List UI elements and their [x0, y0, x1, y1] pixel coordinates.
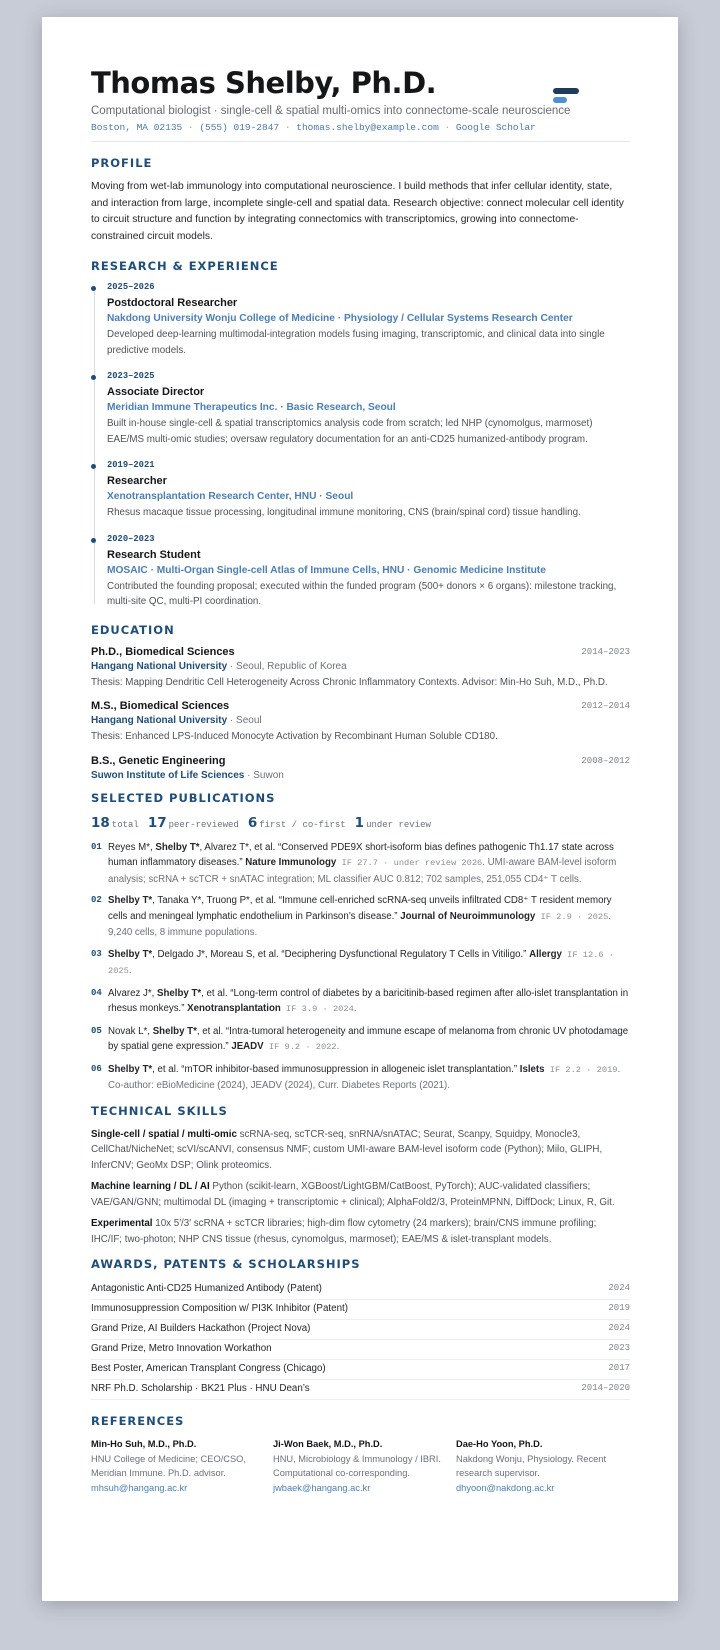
journal-name: Allergy — [529, 948, 562, 960]
publication-meta: IF 2.2 · 2019 — [544, 1064, 618, 1075]
publication-item — [91, 840, 630, 888]
stat-number: 6 — [247, 814, 258, 831]
institution-name: Suwon Institute of Life Sciences — [91, 769, 245, 781]
contact-location: Boston, MA 02135 — [91, 122, 183, 133]
experience-description: Built in-house single-cell & spatial transcriptomics analysis code from scratch; led NHP (cynomolgus, marmoset) EAE/MS multi-omic studies; oversaw regulatory documentation for an anti-CD25 humanized-antibody program. — [107, 418, 593, 445]
stat-label: total — [111, 819, 139, 830]
award-name: NRF Ph.D. Scholarship · BK21 Plus · HNU Dean’s — [91, 1383, 310, 1394]
experience-date: 2023–2025 — [107, 371, 155, 381]
references-list — [91, 1437, 630, 1497]
timeline-line — [94, 288, 95, 604]
institution-name: Hangang National University — [91, 660, 228, 672]
education-institution — [91, 770, 630, 781]
award-row — [91, 1360, 630, 1380]
education-institution — [91, 661, 630, 672]
experience-item — [107, 534, 630, 610]
experience-date: 2020–2023 — [107, 533, 155, 544]
education-list — [91, 646, 630, 781]
publication-meta: IF 9.2 · 2022 — [263, 1042, 337, 1052]
publication-stats — [91, 814, 630, 832]
experience-role: Research Student — [107, 548, 201, 561]
publication-title: , Alvarez T*, et al. “Conserved PDE9X short-isoform bias defines pathogenic Th1.17 state across human inflammatory diseases.” — [108, 841, 614, 868]
experience-org: MOSAIC · Multi-Organ Single-cell Atlas of Immune Cells, HNU · Genomic Medicine Institute — [107, 564, 546, 576]
publication-item — [91, 1062, 630, 1094]
stat-number: 1 — [354, 814, 365, 831]
education-item — [91, 646, 630, 691]
reference-name: Dae-Ho Yoon, Ph.D. — [456, 1439, 543, 1449]
journal-name: Journal of Neuroimmunology — [400, 910, 536, 922]
degree: Ph.D., Biomedical Sciences — [91, 645, 235, 658]
journal-name: Islets — [519, 1063, 545, 1075]
publication-item — [91, 893, 630, 941]
stat-number: 18 — [91, 814, 110, 831]
experience-org: Nakdong University Wonju College of Medicine · Physiology / Cellular Systems Research Center — [107, 313, 573, 324]
reference-description: Nakdong Wonju, Physiology. Recent research supervisor. — [456, 1453, 607, 1478]
publication-note: . — [353, 1003, 357, 1014]
publication-number: 03 — [91, 948, 102, 959]
authors-pre: Alvarez J*, — [108, 987, 157, 999]
skill-group — [91, 1216, 630, 1247]
skill-text: 10x 5′/3′ scRNA + scTCR libraries; high-dim flow cytometry (24 markers); brain/CNS immune profiling; IHC/IF; two-photon; NHP CNS tissue (rhesus, cynomolgus, marmoset); EAE/MS & islet-transplant models. — [91, 1218, 597, 1245]
experience-role: Associate Director — [107, 386, 205, 398]
experience-item — [107, 460, 630, 521]
experience-item — [107, 371, 630, 447]
award-year: 2017 — [608, 1363, 630, 1373]
publication-meta: IF 27.7 · under review 2026 — [336, 858, 483, 868]
publication-list — [91, 840, 630, 1094]
publication-meta: IF 3.9 · 2024 — [280, 1004, 354, 1014]
skill-text: scRNA-seq, scTCR-seq, snRNA/snATAC; Seurat, Scanpy, Squidpy, Monocle3, CellChat/NicheNet; scVI/scANVI, consensus NMF; custom UMI-aware BAM-level isoform code (Python); Milo, GLIPH, InferCNV; GeoMx DSP; Olink proteomics. — [91, 1128, 603, 1171]
timeline-dot — [91, 375, 96, 380]
institution-location: · Seoul — [227, 715, 262, 726]
reference-email-link[interactable]: jwbaek@hangang.ac.kr — [273, 1482, 371, 1493]
education-years: 2008–2012 — [581, 755, 630, 766]
experience-org: Meridian Immune Therapeutics Inc. · Basic Research, Seoul — [107, 402, 396, 413]
skill-group — [91, 1127, 630, 1174]
timeline-dot — [91, 538, 96, 543]
self-author: Shelby T* — [157, 987, 202, 999]
contact-line: Boston, MA 02135 · (555) 019-2847 · thomas.shelby@example.com · Google Scholar — [91, 122, 536, 133]
reference-card — [273, 1437, 441, 1495]
publication-title: , Tanaka Y*, Truong P*, et al. “Immune cell-enriched scRNA-seq unveils infiltrated CD8⁺ T resident memory cells and meningeal lymphatic endothelium in Parkinson’s disease.” — [108, 895, 612, 922]
profile-heading: PROFILE — [91, 156, 153, 170]
reference-card — [456, 1437, 624, 1495]
stat-label: first / co-first — [259, 819, 346, 830]
publication-number: 04 — [91, 987, 102, 998]
publication-note: . — [336, 1041, 340, 1052]
award-name: Grand Prize, Metro Innovation Workathon — [91, 1343, 272, 1354]
award-year: 2023 — [608, 1343, 630, 1353]
timeline-dot — [91, 464, 96, 469]
stat-label: under review — [366, 819, 431, 830]
experience-org: Xenotransplantation Research Center, HNU · Seoul — [107, 491, 354, 502]
awards-heading: AWARDS, PATENTS & SCHOLARSHIPS — [91, 1257, 361, 1271]
publication-item — [91, 986, 630, 1018]
reference-email-link[interactable]: dhyoon@nakdong.ac.kr — [456, 1482, 555, 1493]
timeline-dot — [91, 286, 96, 291]
publication-number: 05 — [91, 1025, 102, 1036]
publication-title: , et al. “Long-term control of diabetes by a baricitinib-based regimen after allo-islet transplantation in rhesus monkeys.” — [108, 987, 629, 1014]
authors-pre: Reyes M*, — [108, 841, 156, 853]
contact-phone[interactable]: (555) 019-2847 — [199, 122, 280, 133]
self-author: Shelby T* — [108, 948, 153, 960]
award-name: Antagonistic Anti-CD25 Humanized Antibody (Patent) — [91, 1283, 322, 1294]
award-row — [91, 1300, 630, 1320]
experience-description: Contributed the founding proposal; executed within the funded program (500+ donors × 6 organs): milestone tracking, multi-site QC, multi-PI coordination. — [107, 580, 617, 607]
publication-note: . — [128, 965, 132, 976]
reference-name: Min-Ho Suh, M.D., Ph.D. — [91, 1439, 197, 1449]
award-name: Grand Prize, AI Builders Hackathon (Project Nova) — [91, 1323, 311, 1334]
award-year: 2014–2020 — [581, 1383, 630, 1393]
publication-number: 01 — [91, 841, 102, 852]
award-row — [91, 1380, 630, 1400]
award-year: 2019 — [608, 1303, 630, 1313]
award-year: 2024 — [608, 1323, 630, 1333]
skill-group — [91, 1179, 630, 1210]
publication-note: . UMI-aware BAM-level isoform analysis; scRNA + scTCR + snATAC integration; ML classifier AUC 0.812; 702 samples, 251,055 CD4⁺ T cells. — [108, 857, 617, 885]
education-heading: EDUCATION — [91, 622, 175, 637]
thesis: Thesis: Enhanced LPS-Induced Monocyte Activation by Recombinant Human Soluble CD180. — [91, 731, 498, 742]
publication-note: . 9,240 cells, 8 immune populations. — [108, 910, 612, 938]
experience-date: 2025–2026 — [107, 282, 155, 292]
experience-role: Postdoctoral Researcher — [107, 297, 238, 309]
publication-title: , et al. “mTOR inhibitor-based immunosuppression in allogeneic islet transplantation.” — [152, 1063, 520, 1075]
publication-number: 02 — [91, 895, 102, 905]
publication-title: , et al. “Intra-tumoral heterogeneity and immune escape of melanoma from chronic UV photodamage by spatial gene expression.” — [108, 1025, 629, 1052]
reference-email-link[interactable]: mhsuh@hangang.ac.kr — [91, 1482, 188, 1493]
reference-description: HNU College of Medicine; CEO/CSO, Meridian Immune. Ph.D. advisor. — [91, 1453, 247, 1478]
skills-heading: TECHNICAL SKILLS — [91, 1103, 228, 1118]
experience-date: 2019–2021 — [107, 460, 155, 470]
self-author: Shelby T* — [108, 895, 153, 906]
institution-location: · Seoul, Republic of Korea — [227, 660, 347, 672]
award-name: Best Poster, American Transplant Congress (Chicago) — [91, 1363, 326, 1374]
header-divider — [91, 141, 630, 142]
award-row — [91, 1340, 630, 1360]
self-author: Shelby T* — [155, 841, 200, 853]
contact-email-link[interactable]: thomas.shelby@example.com — [296, 122, 439, 133]
award-year: 2024 — [608, 1283, 630, 1293]
award-row — [91, 1320, 630, 1340]
skill-text: Python (scikit-learn, XGBoost/LightGBM/CatBoost, PyTorch); AUC-validated classifiers; VAE/GAN/GNN; multimodal DL (imaging + transcriptomic + clinical); AlphaFold2/3, ProteinMPNN, DiffDock; Linux, R, Git. — [91, 1181, 615, 1208]
award-row — [91, 1280, 630, 1300]
skill-label: Experimental — [91, 1218, 153, 1229]
reference-description: HNU, Microbiology & Immunology / IBRI. Computational co-corresponding. — [273, 1453, 441, 1478]
reference-card — [91, 1437, 259, 1495]
skills-list — [91, 1127, 630, 1248]
profile-text: Moving from wet-lab immunology into computational neuroscience. I build methods that infer cellular identity, state, and interaction from large, incomplete single-cell and spatial data. Research objective: connect molecular cell identity to circuit structure and function by integrating connectomics with transcriptomics, growing into connectome-constrained circuit models. — [91, 181, 624, 242]
publications-heading: SELECTED PUBLICATIONS — [91, 790, 276, 805]
tagline: Computational biologist · single-cell & spatial multi-omics into connectome-scale neuroscience — [91, 105, 571, 117]
experience-description: Rhesus macaque tissue processing, longitudinal immune monitoring, CNS (brain/spinal cord) tissue handling. — [107, 507, 581, 518]
education-item — [91, 755, 630, 781]
publication-item — [91, 1024, 630, 1056]
experience-timeline — [91, 282, 630, 610]
publication-title: , Delgado J*, Moreau S, et al. “Deciphering Dysfunctional Regulatory T Cells in Vitiligo.” — [152, 948, 530, 960]
degree: M.S., Biomedical Sciences — [91, 700, 230, 712]
degree: B.S., Genetic Engineering — [91, 754, 226, 767]
journal-name: JEADV — [231, 1041, 264, 1052]
education-item — [91, 700, 630, 745]
stat-label: peer-reviewed — [168, 819, 239, 830]
self-author: Shelby T* — [108, 1063, 153, 1075]
experience-heading: RESEARCH & EXPERIENCE — [91, 259, 279, 273]
education-institution — [91, 715, 630, 726]
experience-role: Researcher — [107, 475, 167, 487]
authors-pre: Novak L*, — [108, 1025, 153, 1037]
resume-page — [42, 17, 678, 1601]
award-name: Immunosuppression Composition w/ PI3K Inhibitor (Patent) — [91, 1303, 349, 1314]
awards-list — [91, 1280, 630, 1400]
education-years: 2012–2014 — [581, 701, 630, 711]
thesis: Thesis: Mapping Dendritic Cell Heterogeneity Across Chronic Inflammatory Contexts. Advisor: Min-Ho Suh, M.D., Ph.D. — [91, 676, 608, 688]
publication-meta: IF 2.9 · 2025 — [535, 911, 609, 922]
publication-item — [91, 947, 630, 980]
experience-item — [107, 282, 630, 358]
education-years: 2014–2023 — [581, 646, 630, 657]
experience-description: Developed deep-learning multimodal-integration models fusing imaging, transcriptomic, and clinical data into single predictive models. — [107, 329, 605, 356]
references-heading: REFERENCES — [91, 1414, 185, 1428]
skill-label: Machine learning / DL / AI — [91, 1181, 210, 1192]
page-title: Thomas Shelby, Ph.D. — [91, 66, 437, 100]
reference-name: Ji-Won Baek, M.D., Ph.D. — [273, 1439, 383, 1449]
stat-number: 17 — [147, 814, 167, 831]
institution-location: · Suwon — [244, 769, 284, 781]
publication-meta: IF 12.6 · 2025 — [108, 949, 615, 976]
google-scholar-link[interactable]: Google Scholar — [455, 122, 536, 133]
journal-name: Xenotransplantation — [187, 1003, 281, 1014]
journal-name: Nature Immunology — [245, 857, 337, 868]
skill-label: Single-cell / spatial / multi-omic — [91, 1128, 237, 1140]
self-author: Shelby T* — [152, 1025, 197, 1037]
publication-note: . Co-author: eBioMedicine (2024), JEADV (2024), Curr. Diabetes Reports (2021). — [108, 1063, 621, 1091]
publication-number: 06 — [91, 1063, 102, 1074]
institution-name: Hangang National University — [91, 715, 228, 726]
